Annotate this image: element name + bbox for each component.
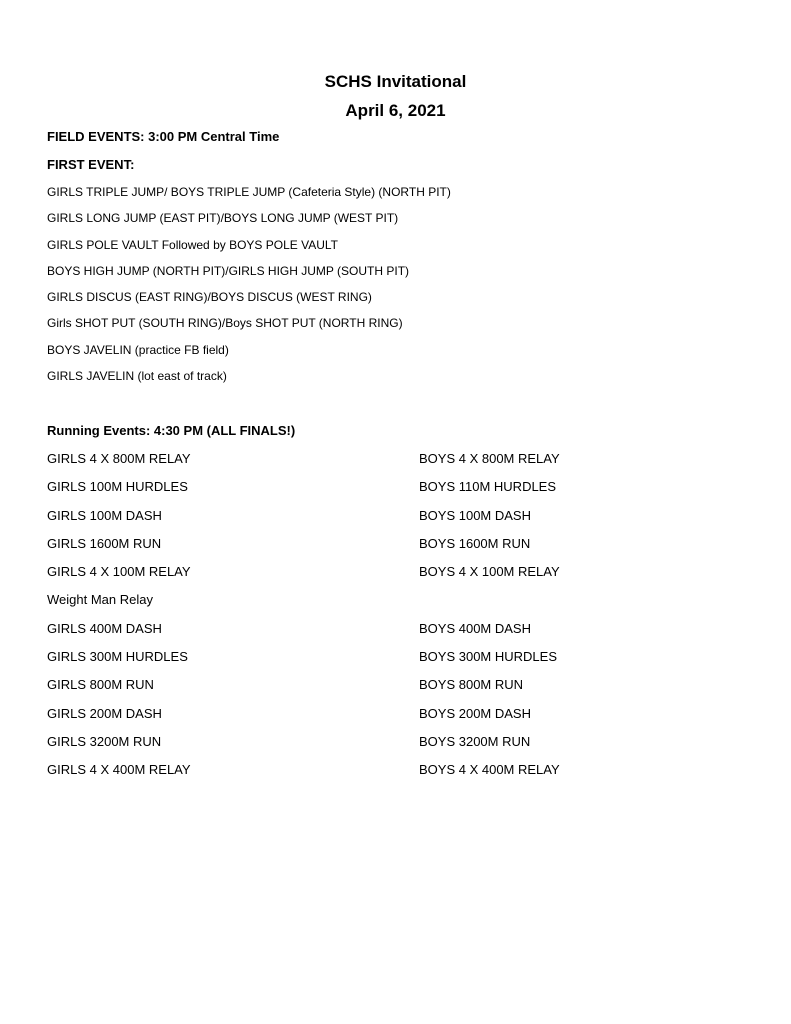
field-event-item: Girls SHOT PUT (SOUTH RING)/Boys SHOT PUT (NORTH RING) <box>47 316 403 331</box>
boys-event: BOYS 200M DASH <box>419 705 531 721</box>
field-event-item: GIRLS POLE VAULT Followed by BOYS POLE VAULT <box>47 237 338 252</box>
field-event-item: GIRLS LONG JUMP (EAST PIT)/BOYS LONG JUMP (WEST PIT) <box>47 211 399 226</box>
field-events-heading: FIELD EVENTS: 3:00 PM Central Time <box>47 129 280 144</box>
boys-event: BOYS 100M DASH <box>419 507 531 523</box>
running-event-row <box>47 478 607 506</box>
girls-event: GIRLS 400M DASH <box>47 620 162 636</box>
running-event-row <box>47 591 607 619</box>
girls-event: GIRLS 300M HURDLES <box>47 649 188 665</box>
running-event-row <box>47 761 607 789</box>
running-event-row <box>47 620 607 648</box>
field-event-item: GIRLS TRIPLE JUMP/ BOYS TRIPLE JUMP (Cafeteria Style) (NORTH PIT) <box>47 185 451 199</box>
field-event-item: BOYS HIGH JUMP (NORTH PIT)/GIRLS HIGH JUMP (SOUTH PIT) <box>47 263 410 278</box>
girls-event: GIRLS 800M RUN <box>47 677 154 693</box>
boys-event: BOYS 3200M RUN <box>419 733 531 749</box>
running-event-row <box>47 563 607 591</box>
boys-event: BOYS 4 X 400M RELAY <box>419 762 560 778</box>
running-events-heading: Running Events: 4:30 PM (ALL FINALS!) <box>47 423 296 438</box>
running-event-row <box>47 676 607 704</box>
boys-event: BOYS 4 X 100M RELAY <box>419 564 560 580</box>
field-event-item: GIRLS JAVELIN (lot east of track) <box>47 369 227 384</box>
girls-event: GIRLS 1600M RUN <box>47 535 162 551</box>
girls-event: GIRLS 200M DASH <box>47 705 162 721</box>
boys-event: BOYS 400M DASH <box>419 620 531 636</box>
document-date: April 6, 2021 <box>345 101 446 120</box>
first-event-heading: FIRST EVENT: <box>47 157 135 172</box>
running-event-row <box>47 535 607 563</box>
field-event-item: GIRLS DISCUS (EAST RING)/BOYS DISCUS (WEST RING) <box>47 290 372 305</box>
girls-event: GIRLS 100M HURDLES <box>47 479 188 495</box>
running-event-row <box>47 705 607 733</box>
mixed-event: Weight Man Relay <box>47 592 153 608</box>
running-event-row <box>47 648 607 676</box>
girls-event: GIRLS 4 X 100M RELAY <box>47 564 191 580</box>
boys-event: BOYS 300M HURDLES <box>419 649 557 665</box>
field-event-item: BOYS JAVELIN (practice FB field) <box>47 342 229 357</box>
girls-event: GIRLS 4 X 400M RELAY <box>47 762 191 778</box>
field-events-list <box>47 184 451 394</box>
running-event-row <box>47 733 607 761</box>
boys-event: BOYS 1600M RUN <box>419 535 531 551</box>
boys-event: BOYS 800M RUN <box>419 677 524 693</box>
running-event-row <box>47 450 607 478</box>
girls-event: GIRLS 3200M RUN <box>47 733 162 749</box>
boys-event: BOYS 4 X 800M RELAY <box>419 451 560 466</box>
girls-event: GIRLS 100M DASH <box>47 507 162 523</box>
girls-event: GIRLS 4 X 800M RELAY <box>47 451 191 466</box>
boys-event: BOYS 110M HURDLES <box>419 479 557 495</box>
running-event-row <box>47 507 607 535</box>
document-title: SCHS Invitational <box>324 72 467 91</box>
running-events-list <box>47 450 607 790</box>
